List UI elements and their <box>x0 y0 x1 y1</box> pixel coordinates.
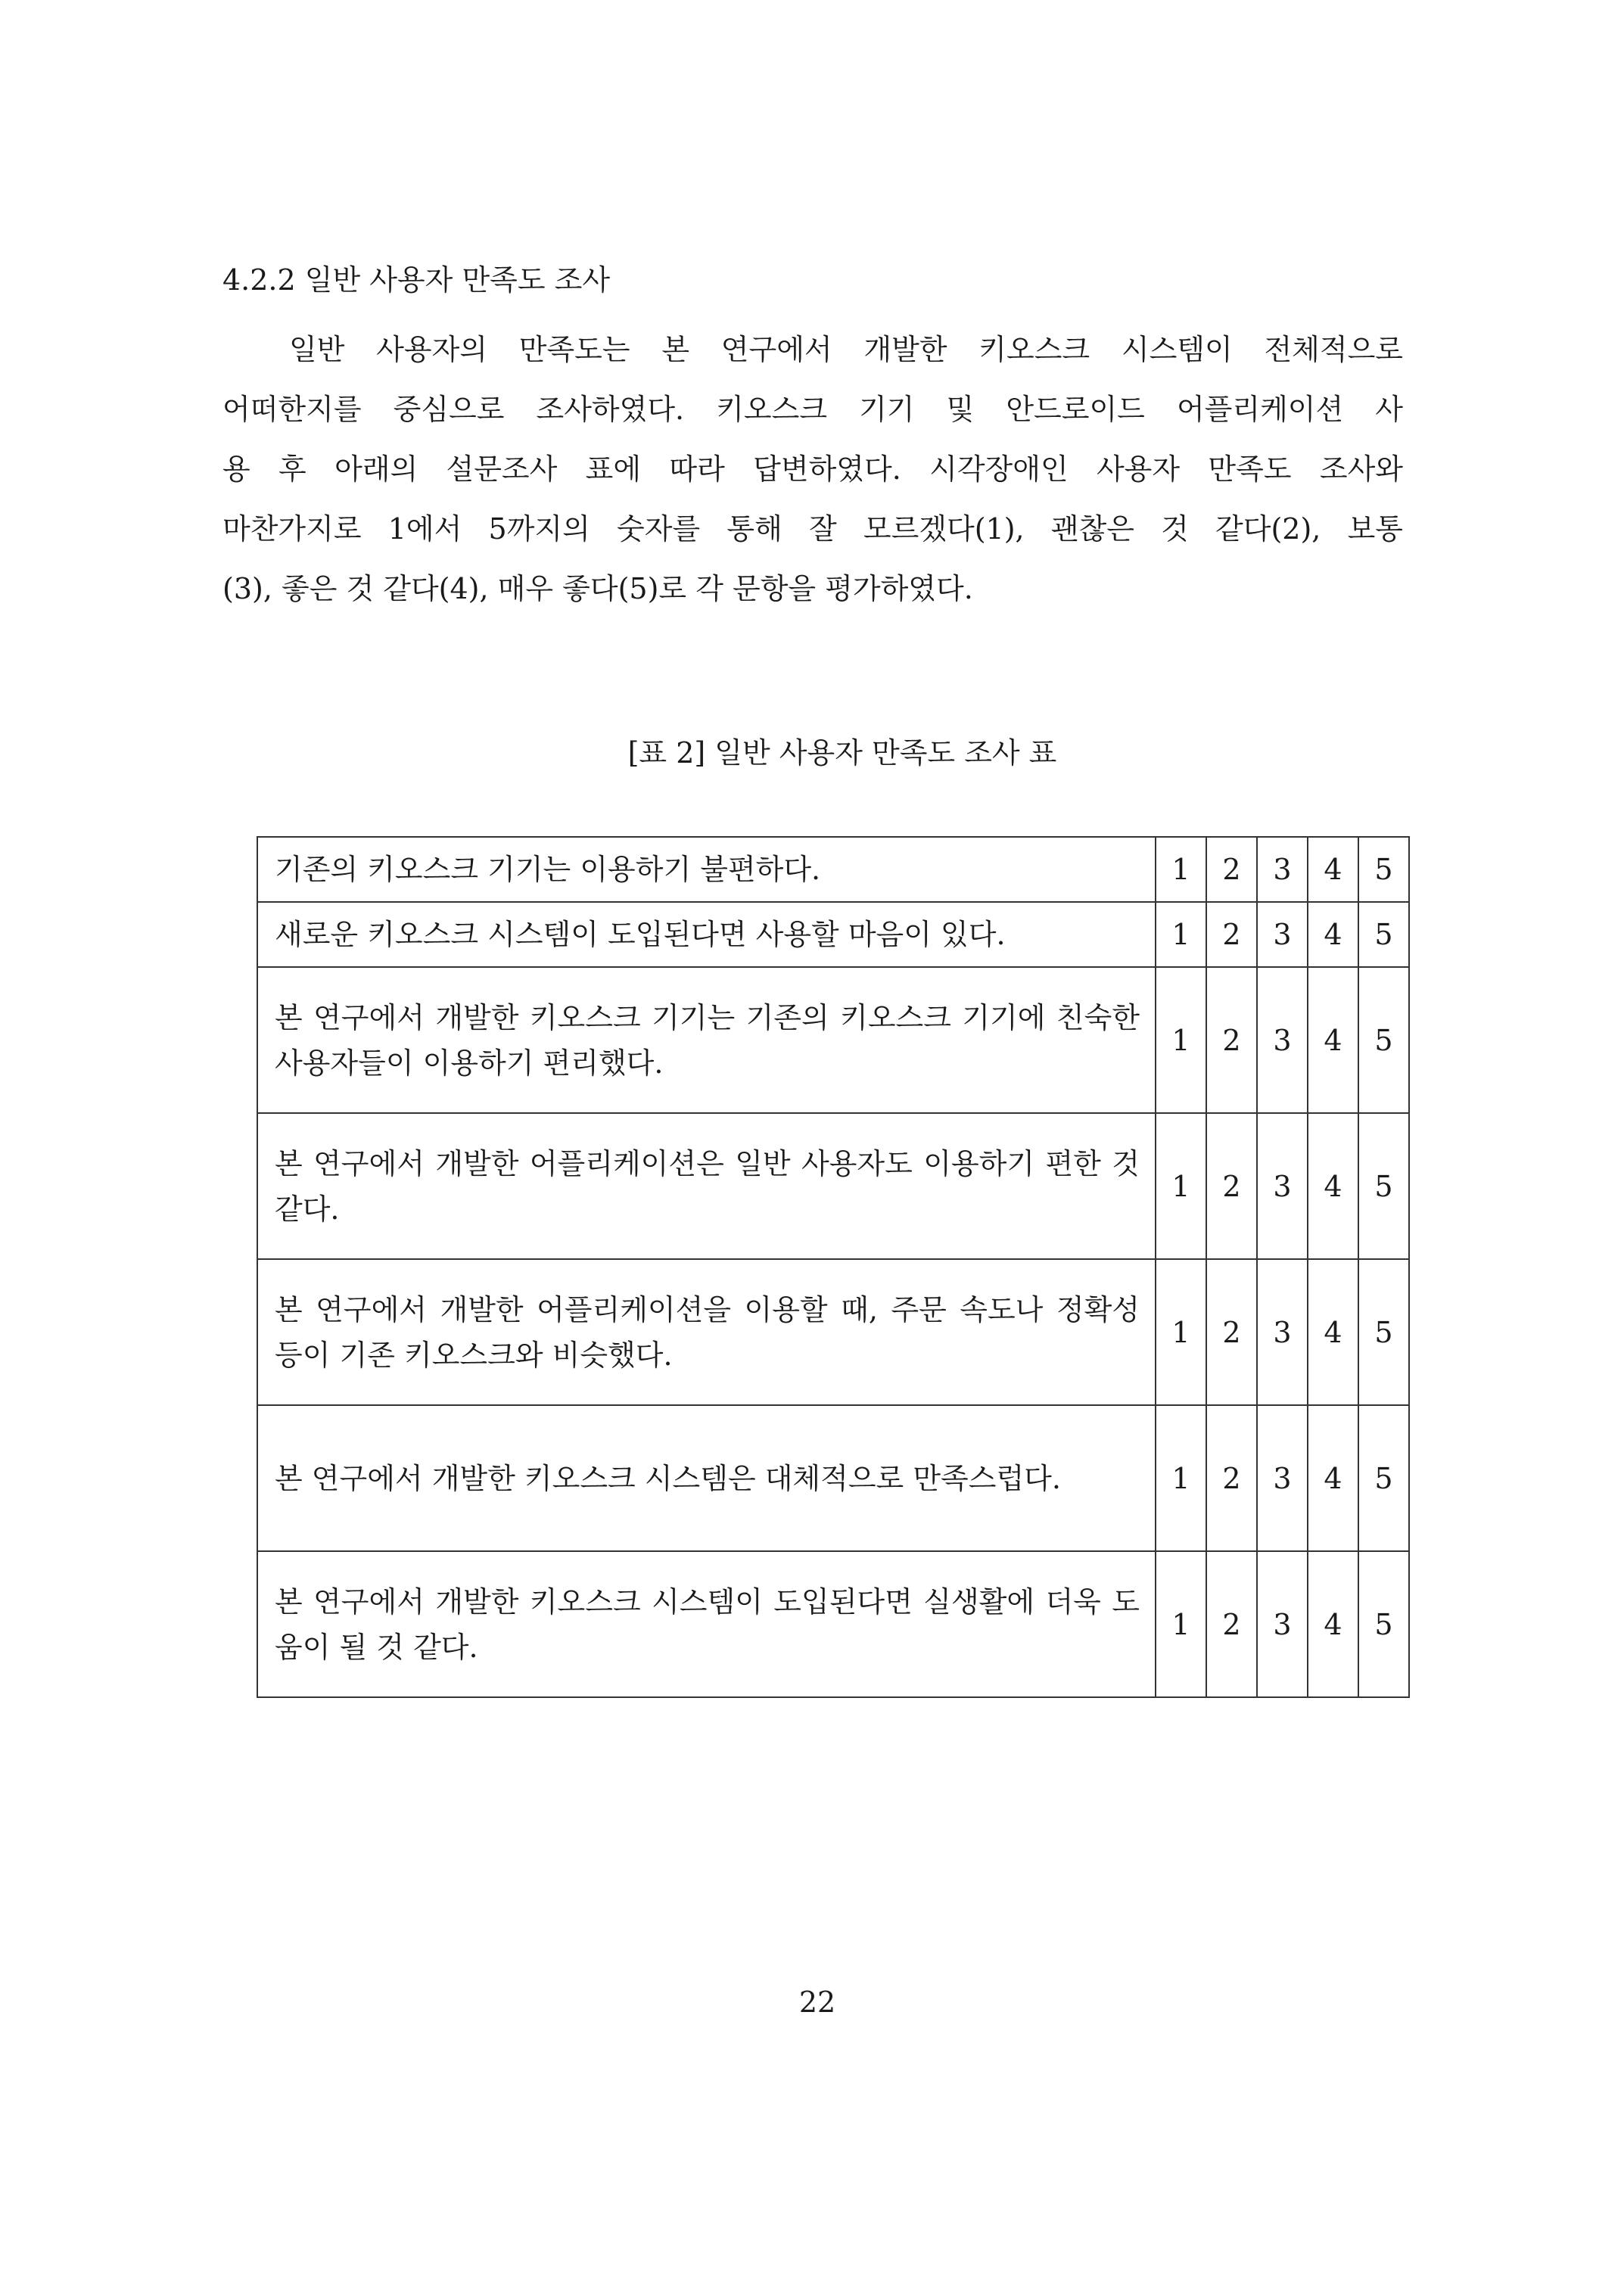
table-row <box>257 837 1409 902</box>
score-option-4: 4 <box>1308 1113 1358 1259</box>
body-paragraph <box>222 320 1403 619</box>
score-option-2: 2 <box>1206 1259 1257 1405</box>
score-option-1: 1 <box>1156 1259 1206 1405</box>
survey-table <box>257 836 1410 1698</box>
section-heading: 4.2.2 일반 사용자 만족도 조사 <box>222 263 611 297</box>
table-row <box>257 1551 1409 1697</box>
score-option-2: 2 <box>1206 1113 1257 1259</box>
body-line: 일반 사용자의 만족도는 본 연구에서 개발한 키오스크 시스템이 전체적으로 <box>289 333 1403 366</box>
body-line: (3), 좋은 것 같다(4), 매우 좋다(5)로 각 문항을 평가하였다. <box>222 572 973 605</box>
score-option-2: 2 <box>1206 902 1257 967</box>
table-row <box>257 1259 1409 1405</box>
table-row <box>257 967 1409 1113</box>
survey-item: 본 연구에서 개발한 키오스크 기기는 기존의 키오스크 기기에 친숙한 사용자들이 이용하기 편리했다. <box>257 967 1156 1113</box>
score-option-1: 1 <box>1156 1113 1206 1259</box>
table-row <box>257 1405 1409 1551</box>
score-option-4: 4 <box>1308 902 1358 967</box>
score-option-2: 2 <box>1206 1551 1257 1697</box>
score-option-1: 1 <box>1156 902 1206 967</box>
score-option-3: 3 <box>1257 1113 1308 1259</box>
score-option-3: 3 <box>1257 1259 1308 1405</box>
score-option-2: 2 <box>1206 1405 1257 1551</box>
score-option-1: 1 <box>1156 967 1206 1113</box>
survey-item: 기존의 키오스크 기기는 이용하기 불편하다. <box>257 837 1156 902</box>
score-option-2: 2 <box>1206 837 1257 902</box>
score-option-3: 3 <box>1257 967 1308 1113</box>
page-number: 22 <box>798 1986 836 2019</box>
score-option-5: 5 <box>1358 1259 1409 1405</box>
score-option-1: 1 <box>1156 1405 1206 1551</box>
score-option-4: 4 <box>1308 837 1358 902</box>
score-option-5: 5 <box>1358 837 1409 902</box>
body-line: 어떠한지를 중심으로 조사하였다. 키오스크 기기 및 안드로이드 어플리케이션 사 <box>222 393 1403 426</box>
body-line: 마찬가지로 1에서 5까지의 숫자를 통해 잘 모르겠다(1), 괜찮은 것 같다(2), 보통 <box>222 512 1403 546</box>
score-option-1: 1 <box>1156 1551 1206 1697</box>
score-option-5: 5 <box>1358 1113 1409 1259</box>
survey-item: 본 연구에서 개발한 어플리케이션을 이용할 때, 주문 속도나 정확성 등이 기존 키오스크와 비슷했다. <box>257 1259 1156 1405</box>
score-option-3: 3 <box>1257 1551 1308 1697</box>
score-option-3: 3 <box>1257 837 1308 902</box>
score-option-3: 3 <box>1257 1405 1308 1551</box>
table-caption: [표 2] 일반 사용자 만족도 조사 표 <box>627 736 1057 770</box>
score-option-2: 2 <box>1206 967 1257 1113</box>
survey-item: 본 연구에서 개발한 키오스크 시스템은 대체적으로 만족스럽다. <box>257 1405 1156 1551</box>
survey-item: 본 연구에서 개발한 어플리케이션은 일반 사용자도 이용하기 편한 것 같다. <box>257 1113 1156 1259</box>
score-option-1: 1 <box>1156 837 1206 902</box>
score-option-4: 4 <box>1308 967 1358 1113</box>
table-row <box>257 1113 1409 1259</box>
score-option-3: 3 <box>1257 902 1308 967</box>
survey-item: 새로운 키오스크 시스템이 도입된다면 사용할 마음이 있다. <box>257 902 1156 967</box>
survey-item: 본 연구에서 개발한 키오스크 시스템이 도입된다면 실생활에 더욱 도움이 될 것 같다. <box>257 1551 1156 1697</box>
table-row <box>257 902 1409 967</box>
score-option-5: 5 <box>1358 1405 1409 1551</box>
score-option-4: 4 <box>1308 1405 1358 1551</box>
body-line: 용 후 아래의 설문조사 표에 따라 답변하였다. 시각장애인 사용자 만족도 조사와 <box>222 452 1403 486</box>
score-option-5: 5 <box>1358 902 1409 967</box>
score-option-4: 4 <box>1308 1259 1358 1405</box>
score-option-4: 4 <box>1308 1551 1358 1697</box>
score-option-5: 5 <box>1358 1551 1409 1697</box>
score-option-5: 5 <box>1358 967 1409 1113</box>
